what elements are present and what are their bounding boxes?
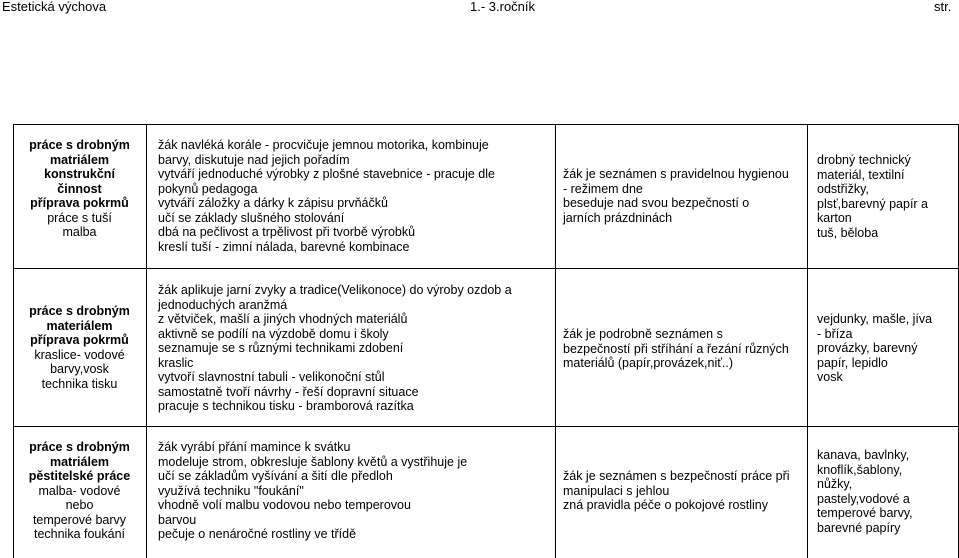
- activity-line: kraslic: [158, 355, 194, 370]
- safety-line: zná pravidla péče o pokojové rostliny: [563, 498, 768, 512]
- material-line: odstřižky,: [817, 182, 869, 196]
- row1-topics: [13, 138, 146, 240]
- safety-line: beseduje nad svou bezpečností o: [563, 196, 750, 210]
- material-line: drobný technický: [817, 153, 911, 167]
- activity-line: samostatně tvoří návrhy - řeší dopravní situace: [158, 384, 419, 399]
- material-line: materiál, textilní: [817, 167, 905, 182]
- activity-line: vhodně volí malbu vodovou nebo temperovou: [158, 498, 411, 512]
- topic-line: malba- vodové: [38, 483, 121, 498]
- topic-line: nebo: [65, 498, 94, 512]
- safety-line: manipulaci s jehlou: [563, 483, 670, 498]
- topic-line: činnost: [57, 181, 102, 196]
- column-divider: [146, 124, 147, 558]
- material-line: provázky, barevný: [817, 341, 918, 355]
- grade-label: 1.- 3.ročník: [470, 0, 536, 14]
- topic-line: kraslice- vodové: [34, 347, 125, 362]
- topic-line: pěstitelské práce: [28, 469, 131, 483]
- topic-line: práce s drobným: [29, 440, 130, 454]
- safety-line: - režimem dne: [563, 181, 643, 196]
- topic-line: příprava pokrmů: [30, 196, 129, 210]
- page-label: str.: [934, 0, 952, 14]
- activity-line: vytváří jednoduché výrobky z plošné stavebnice - pracuje dle: [158, 167, 495, 181]
- safety-line: bezpečností při stříhání a řezání různých: [563, 341, 789, 356]
- topic-line: barvy,vosk: [50, 362, 109, 376]
- activity-line: vytváří záložky a dárky k zápisu prvňáčků: [158, 196, 388, 210]
- material-line: - bříza: [817, 326, 853, 341]
- material-line: plsť,barevný papír a: [817, 196, 928, 211]
- activity-line: žák navléká korále - procvičuje jemnou motorika, kombinuje: [158, 138, 489, 152]
- safety-line: žák je seznámen s bezpečností práce při: [563, 469, 790, 483]
- topic-line: technika foukání: [33, 527, 126, 541]
- row3-topics: [13, 440, 146, 542]
- row2-topics: [13, 304, 146, 391]
- table-border-top: [13, 124, 959, 125]
- topic-line: temperové barvy: [32, 512, 127, 527]
- material-line: kanava, bavlnky,: [817, 448, 910, 462]
- topic-line: práce s drobným: [29, 138, 130, 152]
- material-line: tuš, běloba: [817, 225, 879, 240]
- activity-line: pracuje s technikou tisku - bramborová razítka: [158, 399, 414, 413]
- topic-line: malba: [62, 225, 97, 239]
- activity-line: barvou: [158, 512, 197, 527]
- subject-title: Estetická výchova: [2, 0, 107, 14]
- topic-line: konstrukční: [44, 167, 115, 181]
- topic-line: matriálem: [49, 454, 110, 469]
- activity-line: aktivně se podílí na výzdobě domu i školy: [158, 326, 389, 341]
- row3-safety: [563, 469, 790, 513]
- activity-line: učí se základům vyšívání a šití dle předloh: [158, 469, 393, 483]
- activity-line: žák vyrábí přání mamince k svátku: [158, 440, 351, 454]
- material-line: pastely,vodové a: [817, 491, 910, 506]
- row3-materials: [817, 448, 913, 535]
- topic-line: materiálem: [46, 318, 113, 333]
- activity-line: využívá techniku "foukání": [158, 483, 304, 498]
- topic-line: matriálem: [49, 152, 110, 167]
- material-line: nůžky,: [817, 477, 853, 491]
- activity-line: barvy, diskutuje nad jejich pořadím: [158, 152, 350, 167]
- activity-line: pečuje o nenáročné rostliny ve třídě: [158, 527, 357, 541]
- activity-line: kreslí tuší - zimní nálada, barevné kombinace: [158, 239, 410, 254]
- activity-line: pokynů pedagoga: [158, 181, 258, 196]
- topic-line: práce s tuší: [47, 210, 112, 225]
- topic-line: příprava pokrmů: [30, 333, 129, 347]
- safety-line: materiálů (papír,provázek,niť..): [563, 356, 734, 370]
- material-line: temperové barvy,: [817, 506, 913, 520]
- column-divider: [555, 124, 556, 558]
- activity-line: jednoduchých aranžmá: [158, 297, 288, 312]
- safety-line: žák je seznámen s pravidelnou hygienou: [563, 167, 789, 181]
- row2-safety: [563, 327, 789, 371]
- activity-line: modeluje strom, obkresluje šablony květů a vystřihuje je: [158, 454, 468, 469]
- safety-line: žák je podrobně seznámen s: [563, 327, 723, 341]
- activity-line: žák aplikuje jarní zvyky a tradice(Velikonoce) do výroby ozdob a: [158, 283, 512, 297]
- material-line: knoflík,šablony,: [817, 462, 903, 477]
- material-line: barevné papíry: [817, 520, 901, 535]
- activity-line: seznamuje se s různými technikami zdobení: [158, 341, 404, 355]
- activity-line: z větviček, mašlí a jiných vhodných materiálů: [158, 312, 408, 326]
- material-line: vosk: [817, 370, 843, 384]
- activity-line: vytvoří slavnostní tabuli - velikonoční stůl: [158, 370, 385, 384]
- row1-activities: [158, 138, 495, 254]
- safety-line: jarních prázdninách: [563, 210, 673, 225]
- topic-line: práce s drobným: [29, 304, 130, 318]
- row-divider: [13, 426, 959, 427]
- row2-materials: [817, 312, 932, 385]
- row2-activities: [158, 283, 512, 414]
- activity-line: učí se základy slušného stolování: [158, 210, 345, 225]
- row3-activities: [158, 440, 467, 542]
- topic-line: technika tisku: [41, 376, 118, 391]
- column-divider: [807, 124, 808, 558]
- row1-materials: [817, 153, 928, 240]
- material-line: karton: [817, 211, 852, 225]
- row-divider: [13, 268, 959, 269]
- material-line: vejdunky, mašle, jíva: [817, 312, 933, 326]
- material-line: papír, lepidlo: [817, 355, 888, 370]
- row1-safety: [563, 167, 789, 225]
- activity-line: dbá na pečlivost a trpělivost při tvorbě výrobků: [158, 225, 416, 239]
